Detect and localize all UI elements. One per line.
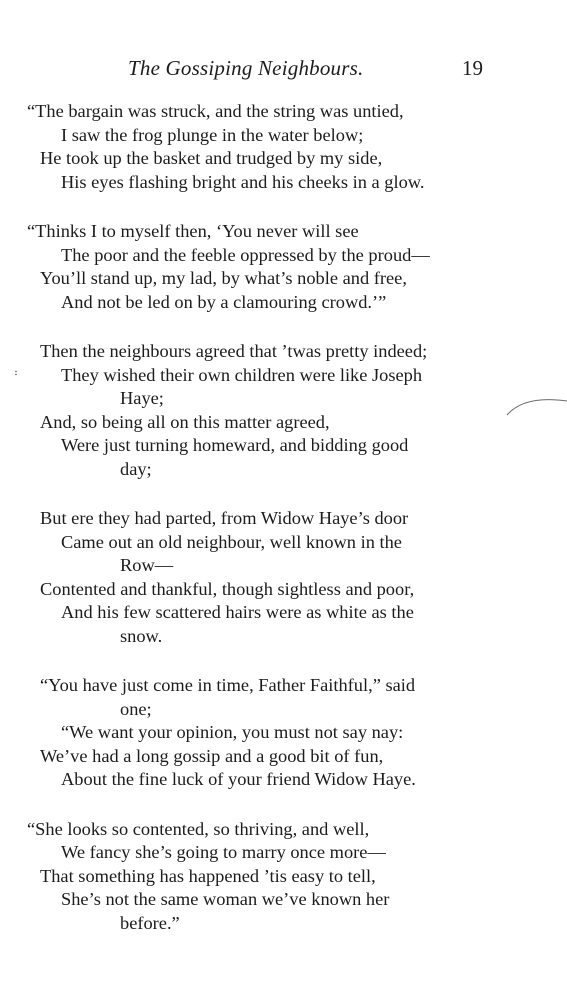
poem-line: Came out an old neighbour, well known in the bbox=[61, 531, 402, 552]
poem-line: And his few scattered hairs were as white as the bbox=[61, 602, 414, 622]
poem-line: “She looks so contented, so thriving, and well, bbox=[27, 818, 370, 839]
running-title: The Gossiping Neighbours. bbox=[128, 56, 364, 80]
stanza bbox=[0, 507, 567, 648]
poem-line: They wished their own children were like Joseph bbox=[61, 364, 423, 385]
page-header bbox=[0, 56, 567, 86]
poem-line: Then the neighbours agreed that ’twas pretty indeed; bbox=[40, 341, 428, 361]
poem-line: Contented and thankful, though sightless and poor, bbox=[40, 578, 415, 599]
poem-line: He took up the basket and trudged by my side, bbox=[40, 148, 383, 168]
poem-line: one; bbox=[120, 698, 152, 719]
stanza bbox=[0, 340, 567, 481]
poem-line: Haye; bbox=[120, 388, 164, 408]
poem-body bbox=[0, 100, 567, 961]
poem-line: “We want your opinion, you must not say nay: bbox=[61, 722, 404, 742]
poem-line: And, so being all on this matter agreed, bbox=[40, 411, 330, 432]
poem-line: I saw the frog plunge in the water below; bbox=[61, 124, 364, 145]
poem-line: She’s not the same woman we’ve known her bbox=[61, 889, 390, 909]
poem-line: “You have just come in time, Father Faithful,” said bbox=[40, 675, 416, 695]
poem-line: Were just turning homeward, and bidding good bbox=[61, 435, 409, 455]
poem-line: That something has happened ’tis easy to tell, bbox=[40, 865, 376, 886]
poem-line: And not be led on by a clamouring crowd.’” bbox=[61, 291, 387, 312]
poem-line: snow. bbox=[120, 625, 163, 646]
poem-line: About the fine luck of your friend Widow Haye. bbox=[61, 769, 416, 789]
stanza bbox=[0, 818, 567, 936]
poem-line: You’ll stand up, my lad, by what’s noble and free, bbox=[40, 268, 407, 288]
poem-line: day; bbox=[120, 458, 152, 479]
stanza bbox=[0, 220, 567, 314]
poem-line: “Thinks I to myself then, ‘You never will see bbox=[27, 221, 359, 241]
poem-line: We’ve had a long gossip and a good bit of fun, bbox=[40, 745, 384, 766]
margin-pencil-curve bbox=[505, 395, 567, 435]
margin-dots-mark bbox=[14, 370, 20, 376]
poem-line: His eyes flashing bright and his cheeks in a glow. bbox=[61, 171, 425, 192]
poem-line: before.” bbox=[120, 912, 180, 933]
stanza bbox=[0, 100, 567, 194]
poem-line: We fancy she’s going to marry once more— bbox=[61, 842, 386, 862]
stanza bbox=[0, 674, 567, 792]
poem-line: Row— bbox=[120, 555, 174, 575]
poem-line: “The bargain was struck, and the string was untied, bbox=[27, 101, 404, 121]
poem-line: But ere they had parted, from Widow Haye’s door bbox=[40, 508, 409, 528]
page-number: 19 bbox=[462, 56, 483, 80]
poem-line: The poor and the feeble oppressed by the proud— bbox=[61, 244, 430, 265]
